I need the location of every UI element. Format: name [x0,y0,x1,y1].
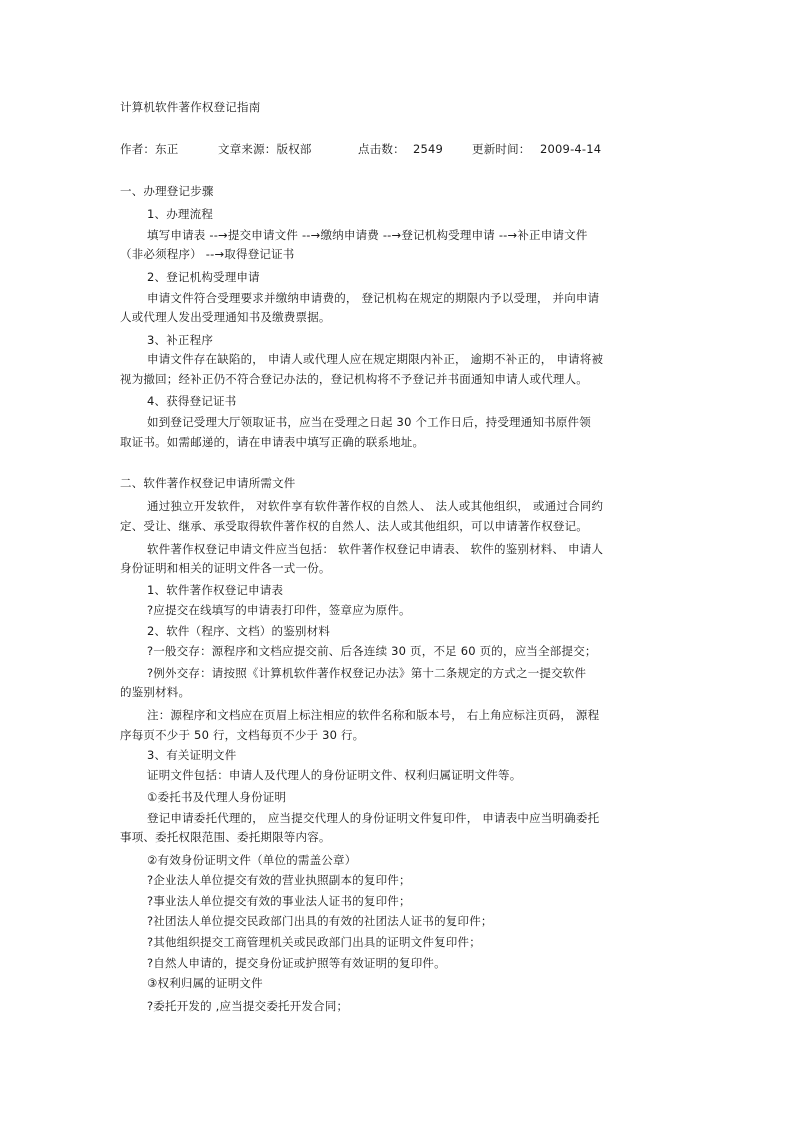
s2-para-line: 申请文件符合受理要求并缴纳申请费的， 登记机构在规定的期限内予以受理， 并向申请 [147,291,600,305]
item3-para: 证明文件包括：申请人及代理人的身份证明文件、权利归属证明文件等。 [147,768,522,782]
s4-para-line: 取证书。如需邮递的，请在申请表中填写正确的联系地址。 [120,435,425,449]
section2-heading: 二、软件著作权登记申请所需文件 [120,476,296,490]
views-label: 点击数： [358,142,405,156]
s3-para-line: 申请文件存在缺陷的， 申请人或代理人应在规定期限内补正， 逾期不补正的， 申请将被 [147,352,604,366]
item2-para: 的鉴别材料。 [120,685,191,699]
cert3-title: ③权利归属的证明文件 [147,976,263,990]
s3-para-line: 视为撤回；经补正仍不符合登记办法的，登记机构将不予登记并书面通知申请人或代理人。 [120,372,588,386]
s1-para-line: （非必须程序） --→取得登记证书 [120,247,295,261]
item2-para: ?例外交存：请按照《计算机软件著作权登记办法》第十二条规定的方式之一提交软件 [147,666,587,680]
s2-intro-line: 定、受让、继承、承受取得软件著作权的自然人、法人或其他组织，可以申请著作权登记。 [120,519,588,533]
s1-title: 1、办理流程 [147,207,214,221]
item1-title: 1、软件著作权登记申请表 [147,583,284,597]
s2-contents-line: 身份证明和相关的证明文件各一式一份。 [120,561,331,575]
cert2-list-item: ?自然人申请的，提交身份证或护照等有效证明的复印件。 [147,956,446,970]
s4-para-line: 如到登记受理大厅领取证书，应当在受理之日起 30 个工作日后，持受理通知书原件领 [147,415,591,429]
source: 文章来源：版权部 [218,142,312,156]
updated-date: 2009-4-14 [540,142,602,156]
s2-contents-line: 软件著作权登记申请文件应当包括： 软件著作权登记申请表、 软件的鉴别材料、 申请人 [147,542,604,556]
cert1-title: ①委托书及代理人身份证明 [147,790,287,804]
s2-title: 2、登记机构受理申请 [147,270,260,284]
document-title: 计算机软件著作权登记指南 [120,100,261,114]
cert1-para-line: 登记申请委托代理的， 应当提交代理人的身份证明文件复印件， 申请表中应当明确委托 [147,811,600,825]
updated-label: 更新时间： [472,142,531,156]
s1-para-line: 填写申请表 --→提交申请文件 --→缴纳申请费 --→登记机构受理申请 --→补正申请文件 [147,228,588,242]
cert1-para-line: 事项、委托权限范围、委托期限等内容。 [120,830,331,844]
item2-title: 2、软件（程序、文档）的鉴别材料 [147,624,331,638]
cert2-list-item: ?其他组织提交工商管理机关或民政部门出具的证明文件复印件； [147,935,481,949]
item3-title: 3、有关证明文件 [147,748,237,762]
section1-heading: 一、办理登记步骤 [120,184,214,198]
item2-note-line: 序每页不少于 50 行，文档每页不少于 30 行。 [120,728,365,742]
cert3-list-item: ?委托开发的 ,应当提交委托开发合同； [147,999,349,1013]
item1-para: ?应提交在线填写的申请表打印件，签章应为原件。 [147,603,411,617]
cert2-list-item: ?企业法人单位提交有效的营业执照副本的复印件； [147,873,411,887]
item2-note-line: 注：源程序和文档应在页眉上标注相应的软件名称和版本号， 右上角应标注页码， 源程 [147,708,600,722]
s3-title: 3、补正程序 [147,333,214,347]
s2-para-line: 人或代理人发出受理通知书及缴费票据。 [120,310,331,324]
s4-title: 4、获得登记证书 [147,394,237,408]
item2-para: ?一般交存：源程序和文档应提交前、后各连续 30 页，不足 60 页的，应当全部提交； [147,644,597,658]
views-count: 2549 [413,142,444,156]
cert2-list-item: ?事业法人单位提交有效的事业法人证书的复印件； [147,894,411,908]
s2-intro-line: 通过独立开发软件， 对软件享有软件著作权的自然人、 法人或其他组织， 或通过合同约 [147,499,604,513]
cert2-list-item: ?社团法人单位提交民政部门出具的有效的社团法人证书的复印件； [147,914,493,928]
author: 作者：东正 [120,142,179,156]
cert2-title: ②有效身份证明文件（单位的需盖公章） [147,853,357,867]
